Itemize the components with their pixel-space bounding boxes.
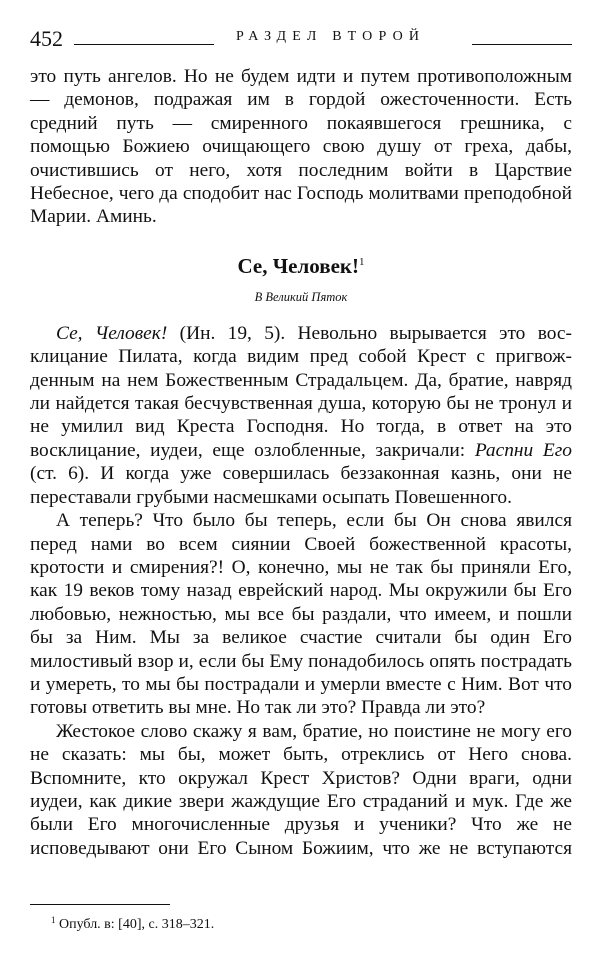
page-number: 452	[30, 26, 63, 51]
footnote	[51, 912, 214, 933]
body-text	[30, 65, 572, 860]
footnote-text: Опубл. в: [40], с. 318–321.	[59, 917, 215, 932]
paragraph-3: Жестокое слово скажу я вам, братие, но поистине не могу его не сказать: мы бы, может быть, отреклись от Него снова. Вспомните, кто окружал Крест Христов? Одни враги, одни иудеи, как дикие звери жаждущие Его страданий и мук. Где же были Его многочисленные друзья и ученики? Что же не исповедывают они Его Сыном Божиим, что же не вступаются	[30, 720, 572, 859]
paragraph-2: А теперь? Что было бы теперь, если бы Он снова явился перед нами во всем сиянии Своей божественной красоты, кротости и смирения?! О, конечно, мы не так бы приняли Его, как 19 веков тому назад еврейский народ. Мы окружили бы Его любовью, нежностью, мы все бы раздали, что имеем, и пошли бы за Ним. Мы за великое счастие считали бы один Его милостивый взор и, если бы Ему понадобилось опять пострадать и умереть, то мы бы пострадали и умерли вместе с Ним. Вот что готовы ответить вы мне. Но так ли это? Правда ли это?	[30, 510, 572, 719]
running-header	[30, 22, 572, 52]
header-rule-left	[74, 44, 214, 45]
article-title	[30, 250, 572, 278]
section-title: РАЗДЕЛ ВТОРОЙ	[236, 29, 426, 44]
article-subtitle: В Великий Пяток	[254, 289, 348, 304]
footnote-mark: 1	[51, 915, 56, 925]
paragraph-1-text-b: (ст. 6). И когда уже совершилась беззаконная казнь, они не переставали грубыми насмешками осыпать Повешенного.	[30, 463, 572, 508]
article-title-text: Се, Человек!	[237, 253, 359, 278]
footnote-rule	[30, 904, 170, 905]
quote-crucify: Распни Его	[474, 439, 572, 461]
paragraph-1-text-a: (Ин. 19, 5). Невольно вырывается это восклицание Пилата, когда видим пред собой Крест с пригвожденным на нем Божественным Страдальцем. Да, братие, навряд ли найдется такая бесчувственная душа, которую бы не тронул и не умилил вид Креста Господня. Но тогда, в ответ на это восклицание, иудеи, еще озлобленные, закричали:	[30, 322, 572, 461]
paragraph-1	[30, 322, 572, 509]
header-rule-right	[472, 44, 572, 45]
quote-ecce-homo: Се, Человек!	[56, 322, 168, 344]
footnote-reference: 1	[359, 255, 365, 268]
intro-paragraph: это путь ангелов. Но не будем идти и путем противоположным — демонов, подражая им в гордой ожесточенности. Есть средний путь — смиренного покаявшегося грешника, с помощью Божиею очищающего свою душу от греха, дабы, очистившись от него, хотя последним войти в Царствие Небесное, чего да сподобит нас Господь молитвами преподобной Марии. Аминь.	[30, 66, 572, 228]
